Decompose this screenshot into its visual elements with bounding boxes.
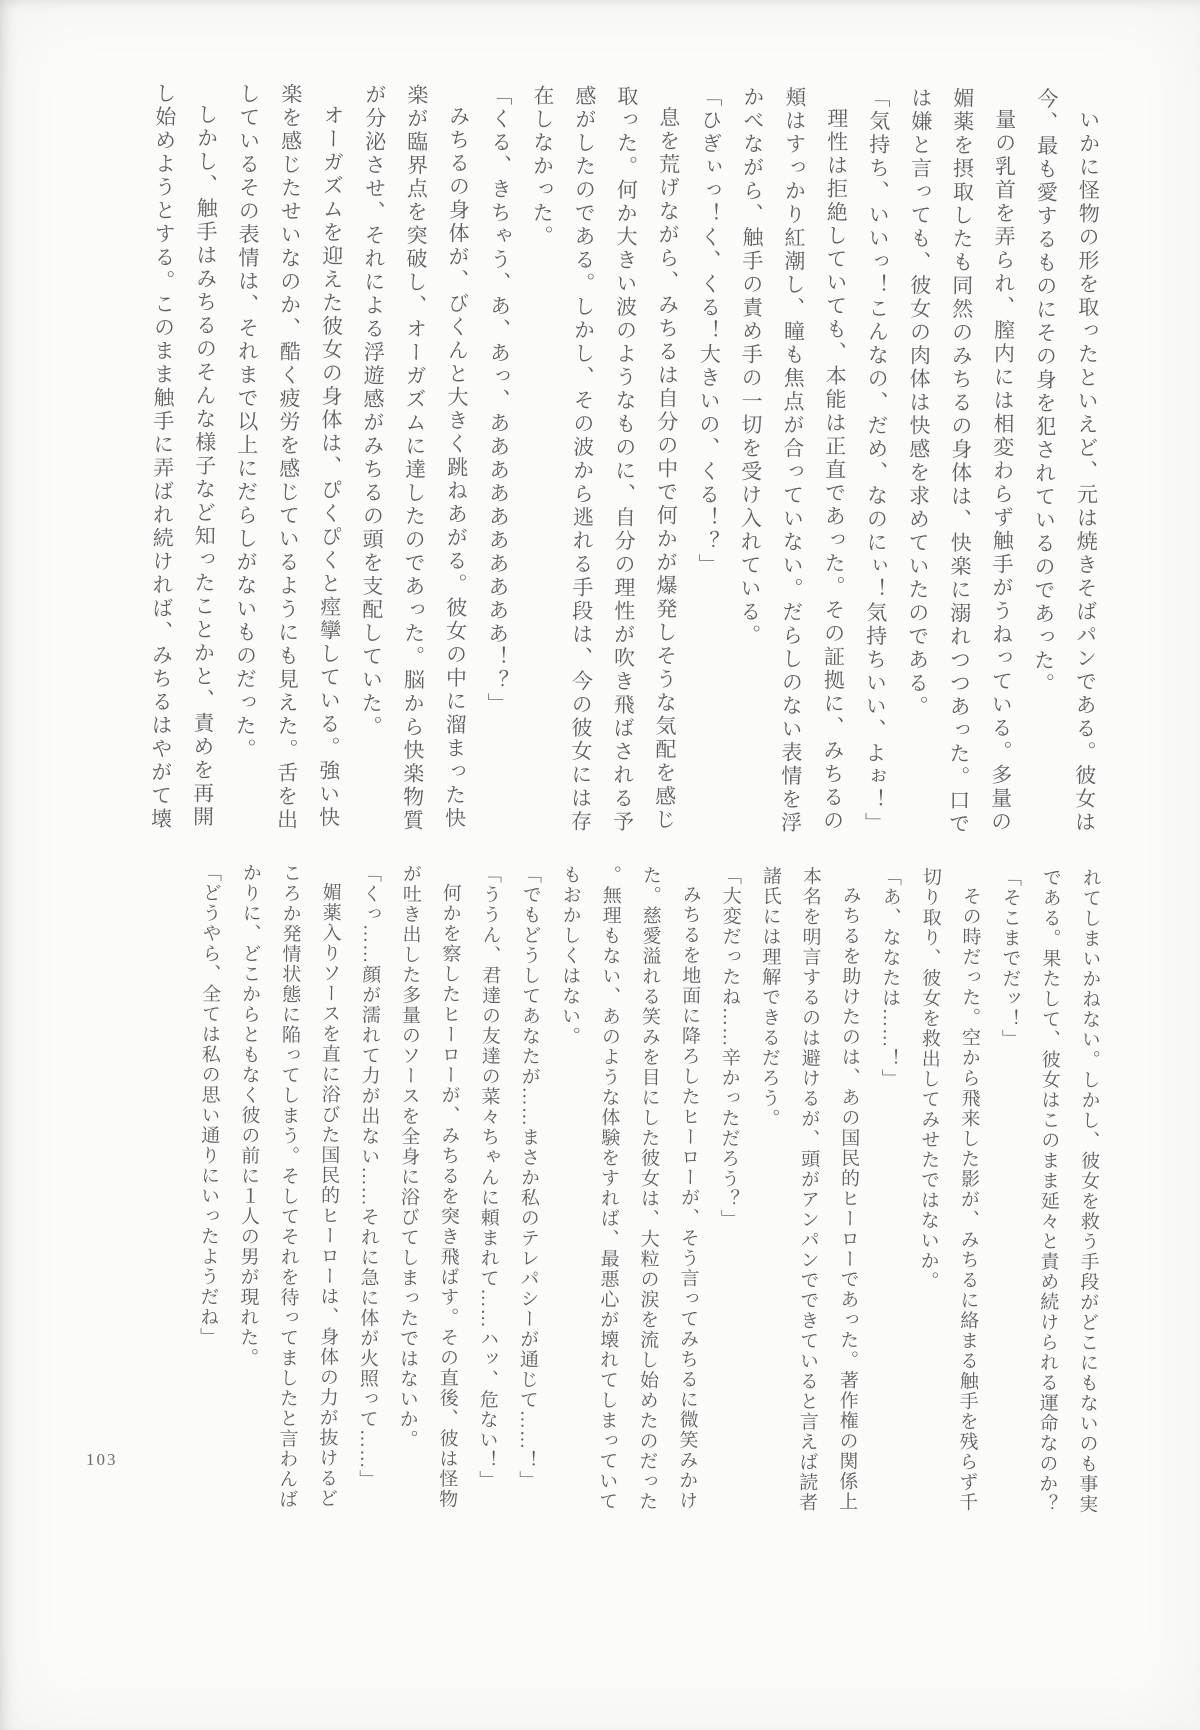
paragraph: 「あ、ななたは……！」 [878,866,902,1089]
paragraph: 「でもどうしてあなたが……まさか私のテレパシーが通じて……！」 [516,864,542,1491]
text-band-top [139,82,1110,840]
paragraph: 「そこまでだッ！」 [998,867,1022,1050]
text-band-bottom [186,862,1110,1516]
paragraph: みちるを助けたのは、あの国民的ヒーローであった。著作権の関係上本名を明言するのは避けるが、頭がアンパンでできていると言えば読者諸氏には理解できるだろう。 [758,865,861,1513]
paragraph: 「ひぎぃっ！く、くる！大きいの、くる！？」 [696,85,724,578]
paragraph: 息を荒げながら、みちるは自分の中で何かが爆発しそうな気配を感じ取った。何か大きい波のようなものに、自分の理性が吹き飛ばされる予感がしたのである。しかし、その波から逃れる手段は、今の彼女には存在しなかった。 [530,84,681,834]
paragraph: その時だった。空から飛来した影が、みちるに絡まる触手を残らず千切り取り、彼女を救出してみせたではないか。 [917,866,981,1513]
paragraph: 量の乳首を弄られ、膣内には相変わらず触手がうねっている。多量の媚薬を摂取したも同然のみちるの身体は、快楽に溺れつつあった。口では嫌と言っても、彼女の肉体は快感を求めていたのである。 [905,86,1017,836]
paragraph: 「ううん、君達の友達の菜々ちゃんに頼まれて……ハッ、危ない！」 [476,864,502,1491]
paragraph: 媚薬入りソースを直に浴びた国民的ヒーローは、身体の力が抜けるどころか発情状態に陥ってしまう。そしてそれを待ってましたと言わんばかりに、どこからともなく彼の前に１人の男が現れた。 [236,862,341,1510]
paragraph: れてしまいかねない。しかし、彼女を救う手段がどこにもないのも事実である。果たして、彼女はこのまま延々と責め続けられる運命なのか？ [1036,867,1102,1515]
paragraph: みちるの身体が、びくんと大きく跳ねあがる。彼女の中に溜まった快楽が臨界点を突破し、オーガズムに達したのであった。脳から快楽物質が分泌させ、それによる浮遊感がみちるの頭を支配していた。 [359,83,471,833]
paragraph: いかに怪物の形を取ったといえど、元は焼きそばパンである。彼女は今、最も愛するものにその身を犯されているのであった。 [1031,87,1101,835]
paragraph: 「くっ……顔が濡れて力が出ない……それに急に体が火照って……」 [356,863,382,1490]
paragraph: みちるを地面に降ろしたヒーローが、そう言ってみちるに微笑みかけた。慈愛溢れる笑みを目にした彼女は、大粒の涙を流し始めたのだった。無理もない、あのような体験をすれば、最悪心が壊れてしまっていてもおかしくはない。 [558,864,701,1512]
paragraph: 「どうやら、全ては私の思い通りにいったようだね」 [197,862,222,1348]
paragraph: 「くる、きちゃう、あ、あっ、ああああああああああ！？」 [485,84,514,717]
paragraph: 「大変だったね……辛かっただろう？」 [717,865,742,1230]
paragraph: しかし、触手はみちるのそんな様子など知ったことかと、責めを再開し始めようとする。このまま触手に弄ばれ続ければ、みちるはやがて壊 [148,82,219,832]
paragraph: 理性は拒絶していても、本能は正直であった。その証拠に、みちるの頬はすっかり紅潮し、瞳も焦点が合っていない。だらしのない表情を浮かべながら、触手の責め手の一切を受け入れている。 [737,85,849,835]
paragraph: 何かを察したヒーローが、みちるを突き飛ばす。その直後、彼は怪物が吐き出した多量のソースを全身に浴びてしまったではないか。 [396,863,461,1510]
paragraph: オーガズムを迎えた彼女の身体は、ぴくぴくと痙攣している。強い快楽を感じたせいなのか、酷く疲労を感じているようにも見えた。舌を出しているその表情は、それまで以上にだらしがないものだった。 [232,82,345,832]
paragraph: 「気持ち、いいっ！こんなの、だめ、なのにぃ！気持ちいい、よぉ！」 [862,86,892,836]
page-number: 103 [86,1450,118,1469]
